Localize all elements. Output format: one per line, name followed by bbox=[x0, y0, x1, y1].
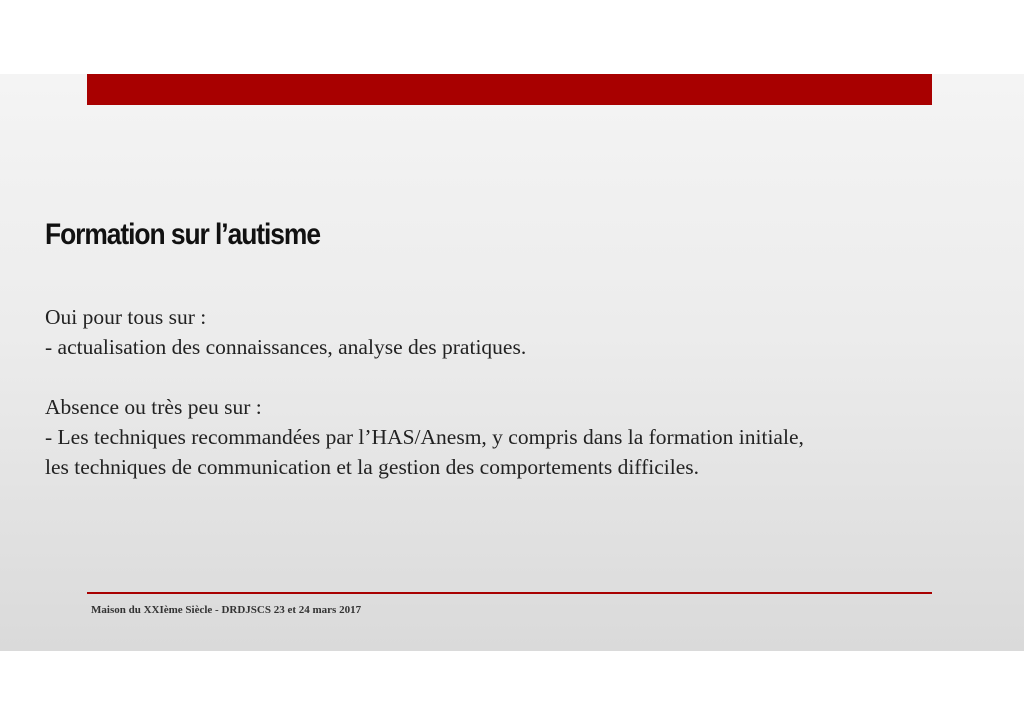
body-line-absence-item: - Les techniques recommandées par l’HAS/Anesm, y compris dans la formation initiale, bbox=[45, 425, 804, 449]
paragraph-gap bbox=[45, 362, 985, 392]
body-line-intro-absence: Absence ou très peu sur : bbox=[45, 395, 262, 419]
top-accent-bar bbox=[87, 74, 932, 105]
body-line-absence-item-continued: les techniques de communication et la gestion des comportements difficiles. bbox=[45, 455, 699, 479]
slide bbox=[0, 74, 1024, 651]
slide-title: Formation sur l’autisme bbox=[45, 218, 320, 251]
slide-body bbox=[45, 302, 985, 482]
body-line-yes-item: - actualisation des connaissances, analyse des pratiques. bbox=[45, 335, 527, 359]
body-line-intro-yes: Oui pour tous sur : bbox=[45, 305, 207, 329]
slide-footer: Maison du XXIème Siècle - DRDJSCS 23 et 24 mars 2017 bbox=[91, 604, 362, 616]
footer-divider bbox=[87, 592, 932, 594]
